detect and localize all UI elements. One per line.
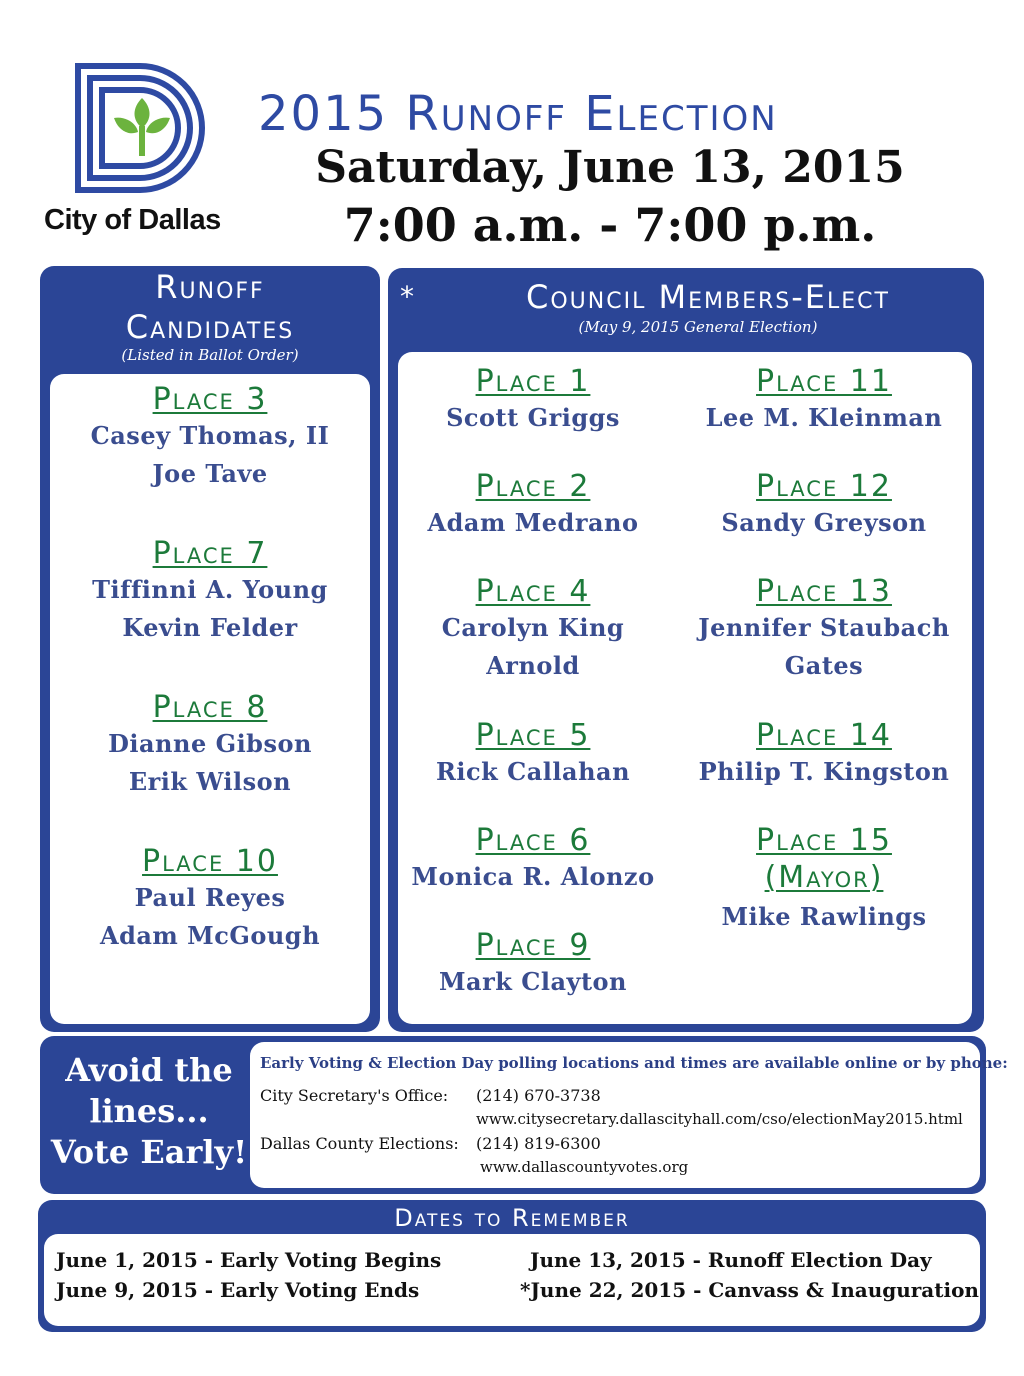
place-heading: Place 6 <box>475 823 591 858</box>
runoff-place-3 <box>50 382 370 493</box>
council-place-9 <box>398 928 668 1001</box>
dates-list <box>44 1234 980 1326</box>
place-heading: Place 7 <box>152 536 268 571</box>
candidate-name: Kevin Felder <box>122 613 298 642</box>
member-name: Jennifer Staubach <box>698 613 950 642</box>
member-name: Carolyn King <box>441 613 625 642</box>
council-place-2 <box>398 469 668 542</box>
runoff-list <box>50 374 370 1024</box>
member-name: Philip T. Kingston <box>698 757 950 786</box>
county-elections-phone[interactable]: (214) 819-6300 <box>476 1134 601 1153</box>
candidate-name: Dianne Gibson <box>108 729 312 758</box>
member-name: Adam Medrano <box>427 508 639 537</box>
polling-info-intro: Early Voting & Election Day polling locations and times are available online or by phone: <box>260 1054 1008 1072</box>
place-heading: Place 15 <box>756 823 892 858</box>
runoff-heading-line2: Candidates <box>125 308 295 346</box>
member-name: Sandy Greyson <box>721 508 927 537</box>
council-place-15 <box>684 823 964 936</box>
place-heading: Place 3 <box>152 382 268 417</box>
vote-early-message <box>44 1050 254 1173</box>
council-place-12 <box>684 469 964 542</box>
candidate-name: Adam McGough <box>99 921 321 950</box>
polling-info-box <box>250 1042 1008 1188</box>
place-heading: Place 8 <box>152 690 268 725</box>
city-secretary-link[interactable]: www.citysecretary.dallascityhall.com/cso/electionMay2015.html <box>476 1110 963 1128</box>
vote-early-line3: Vote Early! <box>50 1133 248 1171</box>
date-item: June 13, 2015 - Runoff Election Day <box>530 1248 932 1272</box>
runoff-heading-line1: Runoff <box>155 268 265 306</box>
member-name: Rick Callahan <box>435 757 631 786</box>
member-name: Monica R. Alonzo <box>411 862 655 891</box>
candidate-name: Casey Thomas, II <box>90 421 330 450</box>
runoff-place-10 <box>50 844 370 955</box>
place-heading: Place 13 <box>756 574 892 609</box>
council-subheading: (May 9, 2015 General Election) <box>578 318 818 336</box>
county-elections-link[interactable]: www.dallascountyvotes.org <box>480 1158 689 1176</box>
mayor-subheading: (Mayor) <box>764 860 884 895</box>
vote-early-line2: lines... <box>89 1092 209 1130</box>
place-heading: Place 10 <box>142 844 278 879</box>
date-item: June 9, 2015 - Early Voting Ends <box>56 1278 420 1302</box>
member-name: Lee M. Kleinman <box>705 403 943 432</box>
vote-early-line1: Avoid the <box>65 1051 233 1089</box>
date-item: June 1, 2015 - Early Voting Begins <box>56 1248 442 1272</box>
place-heading: Place 12 <box>756 469 892 504</box>
city-of-dallas-logo <box>74 62 214 194</box>
council-place-11 <box>684 364 964 437</box>
city-secretary-phone[interactable]: (214) 670-3738 <box>476 1086 601 1105</box>
city-secretary-label: City Secretary's Office: <box>260 1086 449 1105</box>
vote-early-panel <box>40 1036 1008 1194</box>
council-place-13 <box>684 574 964 685</box>
runoff-subheading: (Listed in Ballot Order) <box>121 346 299 364</box>
council-place-4 <box>398 574 668 685</box>
org-name: City of Dallas <box>44 204 221 236</box>
runoff-place-8 <box>50 690 370 801</box>
council-place-14 <box>684 718 964 791</box>
council-heading: Council Members-Elect <box>526 278 890 316</box>
candidate-name: Joe Tave <box>152 459 268 488</box>
runoff-place-7 <box>50 536 370 647</box>
candidate-name: Paul Reyes <box>134 883 286 912</box>
asterisk-marker: * <box>400 280 416 313</box>
candidate-name: Tiffinni A. Young <box>92 575 328 604</box>
place-heading: Place 5 <box>475 718 591 753</box>
council-place-1 <box>398 364 668 437</box>
member-name: Scott Griggs <box>446 403 620 432</box>
county-elections-label: Dallas County Elections: <box>260 1134 459 1153</box>
place-heading: Place 2 <box>475 469 591 504</box>
place-heading: Place 1 <box>475 364 591 399</box>
date-item: *June 22, 2015 - Canvass & Inauguration <box>520 1278 979 1302</box>
council-place-6 <box>398 823 668 896</box>
council-list <box>398 352 972 1024</box>
dates-to-remember-panel <box>38 1200 986 1332</box>
runoff-candidates-panel <box>40 266 380 1032</box>
place-heading: Place 14 <box>756 718 892 753</box>
council-members-elect-panel <box>388 268 984 1032</box>
member-name: Mike Rawlings <box>721 902 927 931</box>
election-date: Saturday, June 13, 2015 <box>315 142 905 193</box>
page-title: 2015 Runoff Election <box>258 86 778 142</box>
place-heading: Place 11 <box>756 364 892 399</box>
place-heading: Place 9 <box>475 928 591 963</box>
member-name: Arnold <box>486 651 580 680</box>
council-place-5 <box>398 718 668 791</box>
election-time: 7:00 a.m. - 7:00 p.m. <box>343 198 877 252</box>
place-heading: Place 4 <box>475 574 591 609</box>
member-name: Gates <box>784 651 864 680</box>
dates-heading: Dates to Remember <box>394 1204 630 1232</box>
member-name: Mark Clayton <box>438 967 627 996</box>
candidate-name: Erik Wilson <box>128 767 292 796</box>
